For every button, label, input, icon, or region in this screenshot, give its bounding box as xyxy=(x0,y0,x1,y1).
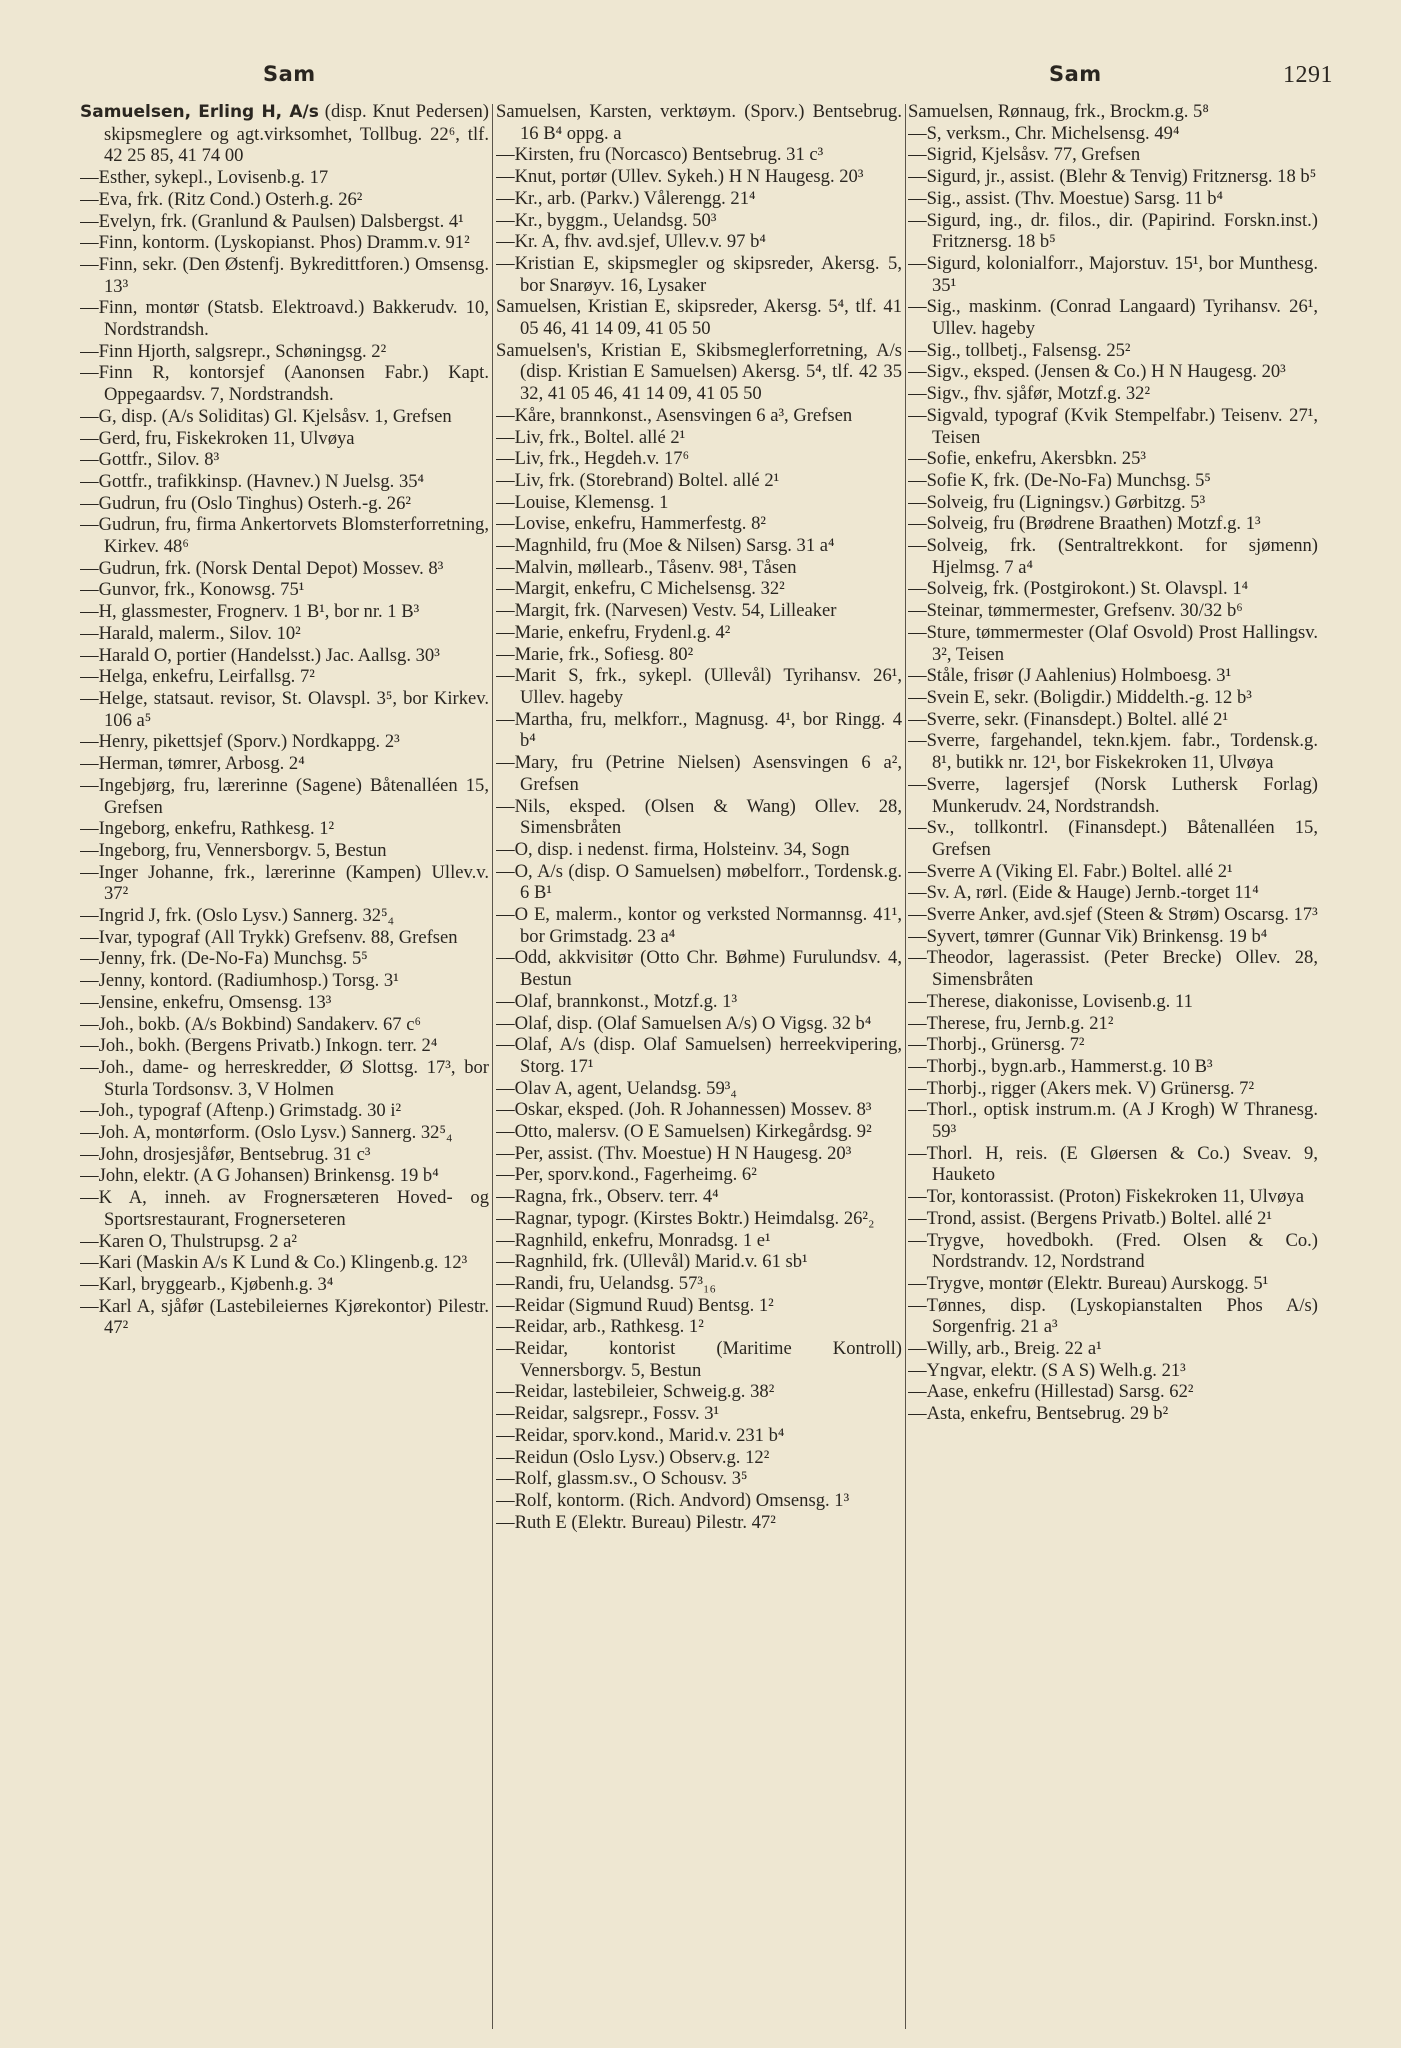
directory-entry xyxy=(908,1143,1318,1186)
entry-lead-name: Samuelsen, Erling H, A/s xyxy=(80,102,319,122)
entry-text: —Thorl. H, reis. (E Gløersen & Co.) Sveav. 9, Hauketo xyxy=(908,1142,1318,1186)
directory-entry xyxy=(496,427,902,449)
directory-entry xyxy=(80,471,489,493)
directory-entry xyxy=(908,578,1318,600)
directory-entry xyxy=(496,1381,902,1403)
directory-entry xyxy=(80,688,489,731)
entry-text: —Sture, tømmermester (Olaf Osvold) Prost Hallingsv. 3², Teisen xyxy=(908,621,1318,665)
directory-entry xyxy=(80,189,489,211)
directory-entry xyxy=(80,1231,489,1253)
directory-entry xyxy=(908,1295,1318,1338)
entry-text: —Ragnhild, frk. (Ullevål) Marid.v. 61 sb¹ xyxy=(496,1251,808,1273)
directory-entry xyxy=(496,709,902,752)
directory-entry xyxy=(908,1208,1318,1230)
entry-text: —Joh., typograf (Aftenp.) Grimstadg. 30 i² xyxy=(80,1100,402,1122)
entry-text: —Ingebjørg, fru, lærerinne (Sagene) Båtenalléen 15, Grefsen xyxy=(80,774,489,818)
directory-entry xyxy=(496,1425,902,1447)
entry-text: —Sv. A, rørl. (Eide & Hauge) Jernb.-torget 11⁴ xyxy=(908,882,1259,904)
entry-text: —Gerd, fru, Fiskekroken 11, Ulvøya xyxy=(80,427,355,449)
entry-text: —Liv, frk., Hegdeh.v. 17⁶ xyxy=(496,448,690,470)
directory-entry xyxy=(80,948,489,970)
entry-text: —Ragnar, typogr. (Kirstes Boktr.) Heimdalsg. 26²₂ xyxy=(496,1207,875,1229)
entry-text: —Nils, eksped. (Olsen & Wang) Ollev. 28, Simensbråten xyxy=(496,795,902,839)
entry-text: Samuelsen, Kristian E, skipsreder, Akersg. 5⁴, tlf. 41 05 46, 41 14 09, 41 05 50 xyxy=(496,296,902,340)
directory-entry xyxy=(496,1512,902,1534)
entry-text: —Sverre, lagersjef (Norsk Luthersk Forlag) Munkerudv. 24, Nordstrandsh. xyxy=(908,773,1318,817)
entry-text: —O, disp. i nedenst. firma, Holsteinv. 34, Sogn xyxy=(496,838,850,860)
directory-entry xyxy=(80,623,489,645)
directory-entry xyxy=(80,905,489,927)
entry-text: —John, drosjesjåfør, Bentsebrug. 31 c³ xyxy=(80,1143,371,1165)
directory-entry xyxy=(80,818,489,840)
entry-text: —Kari (Maskin A/s K Lund & Co.) Klingenb.g. 12³ xyxy=(80,1252,468,1274)
directory-entry xyxy=(496,796,902,839)
entry-text: —Louise, Klemensg. 1 xyxy=(496,491,669,513)
page-number: 1291 xyxy=(1283,62,1333,88)
entry-text: —Oskar, eksped. (Joh. R Johannessen) Mossev. 8³ xyxy=(496,1099,872,1121)
directory-entry xyxy=(908,188,1318,210)
directory-entry xyxy=(496,1251,902,1273)
entry-text: —Esther, sykepl., Lovisenb.g. 17 xyxy=(80,167,329,189)
entry-text: —Ingeborg, fru, Vennersborgv. 5, Bestun xyxy=(80,839,387,861)
directory-entry xyxy=(908,817,1318,860)
entry-text: —Ruth E (Elektr. Bureau) Pilestr. 47² xyxy=(496,1511,776,1533)
directory-entry xyxy=(908,622,1318,665)
entry-text: —Marit S, frk., sykepl. (Ullevål) Tyrihansv. 26¹, Ullev. hageby xyxy=(496,665,902,708)
entry-text: —Reidar, salgsrepr., Fossv. 3¹ xyxy=(496,1403,720,1425)
column-divider xyxy=(905,104,906,2029)
directory-entry xyxy=(496,296,902,339)
directory-entry xyxy=(496,1490,902,1512)
directory-entry xyxy=(496,513,902,535)
directory-entry xyxy=(80,840,489,862)
entry-text: —Sigrid, Kjelsåsv. 77, Grefsen xyxy=(908,144,1141,166)
entry-text: —Sig., assist. (Thv. Moestue) Sarsg. 11 b⁴ xyxy=(908,187,1223,209)
directory-entry xyxy=(80,558,489,580)
directory-entry xyxy=(496,600,902,622)
directory-entry xyxy=(908,1230,1318,1273)
entry-text: —Marie, frk., Sofiesg. 80² xyxy=(496,643,694,665)
entry-text: —Ragnhild, enkefru, Monradsg. 1 e¹ xyxy=(496,1229,771,1251)
entry-text: —Sverre, fargehandel, tekn.kjem. fabr., Tordensk.g. 8¹, butikk nr. 12¹, bor Fiskekroken 11, Ulvøya xyxy=(908,730,1318,774)
directory-entry xyxy=(80,992,489,1014)
directory-entry xyxy=(496,861,902,904)
header-right-guide-word: Sam xyxy=(1049,62,1102,86)
directory-entry xyxy=(496,1164,902,1186)
entry-text: —Sv., tollkontrl. (Finansdept.) Båtenalléen 15, Grefsen xyxy=(908,817,1318,860)
entry-text: —Gunvor, frk., Konowsg. 75¹ xyxy=(80,579,305,601)
entry-text: —Finn R, kontorsjef (Aanonsen Fabr.) Kapt. Oppegaardsv. 7, Nordstrandsh. xyxy=(80,362,489,406)
entry-text: —Sig., maskinm. (Conrad Langaard) Tyrihansv. 26¹, Ullev. hageby xyxy=(908,296,1318,340)
directory-entry xyxy=(908,144,1318,166)
entry-text: —Tor, kontorassist. (Proton) Fiskekroken 11, Ulvøya xyxy=(908,1186,1304,1208)
entry-text: —Theodor, lagerassist. (Peter Brecke) Ollev. 28, Simensbråten xyxy=(908,947,1318,991)
directory-entry xyxy=(80,406,489,428)
entry-text: —Reidar, kontorist (Maritime Kontroll) Vennersborgv. 5, Bestun xyxy=(496,1338,902,1381)
directory-entry xyxy=(908,1403,1318,1425)
entry-text: —Solveig, frk. (Sentraltrekkont. for sjømenn) Hjelmsg. 7 a⁴ xyxy=(908,535,1318,578)
entry-text: —Karl, bryggearb., Kjøbenh.g. 3⁴ xyxy=(80,1273,334,1295)
entry-text: —Finn, kontorm. (Lyskopianst. Phos) Dramm.v. 91² xyxy=(80,232,470,254)
directory-entry xyxy=(80,1144,489,1166)
directory-entry xyxy=(80,1165,489,1187)
directory-entry xyxy=(496,1186,902,1208)
entry-text: —Karen O, Thulstrupsg. 2 a² xyxy=(80,1230,297,1252)
directory-entry xyxy=(908,861,1318,883)
directory-entry xyxy=(908,709,1318,731)
directory-entry xyxy=(80,1100,489,1122)
directory-entry xyxy=(80,775,489,818)
entry-text: —Finn, montør (Statsb. Elektroavd.) Bakkerudv. 10, Nordstrandsh. xyxy=(80,297,489,341)
entry-text: —Reidar, sporv.kond., Marid.v. 231 b⁴ xyxy=(496,1424,785,1446)
entry-text: —H, glassmester, Frognerv. 1 B¹, bor nr. 1 B³ xyxy=(80,601,420,623)
entry-text: —Steinar, tømmermester, Grefsenv. 30/32 b⁶ xyxy=(908,600,1243,622)
directory-entry xyxy=(908,904,1318,926)
directory-entry xyxy=(908,1360,1318,1382)
entry-text: —Lovise, enkefru, Hammerfestg. 8² xyxy=(496,513,766,535)
directory-entry xyxy=(908,600,1318,622)
directory-entry xyxy=(80,232,489,254)
directory-entry xyxy=(908,947,1318,990)
directory-entry xyxy=(908,535,1318,578)
entry-text: —O E, malerm., kontor og verksted Normannsg. 41¹, bor Grimstadg. 23 a⁴ xyxy=(496,904,902,947)
directory-entry xyxy=(908,687,1318,709)
directory-entry xyxy=(908,405,1318,448)
directory-entry xyxy=(496,1121,902,1143)
directory-entry xyxy=(80,862,489,905)
entry-text: —Finn Hjorth, salgsrepr., Schøningsg. 2² xyxy=(80,340,387,362)
directory-entry xyxy=(496,991,902,1013)
directory-entry xyxy=(908,1381,1318,1403)
directory-entry xyxy=(80,1057,489,1100)
directory-entry xyxy=(908,101,1318,123)
directory-entry xyxy=(908,340,1318,362)
entry-text: —G, disp. (A/s Soliditas) Gl. Kjelsåsv. 1, Grefsen xyxy=(80,405,452,427)
directory-entry xyxy=(80,341,489,363)
entry-text: Samuelsen, Karsten, verktøym. (Sporv.) Bentsebrug. 16 B⁴ oppg. a xyxy=(496,101,902,144)
directory-entry xyxy=(496,1013,902,1035)
entry-text: —Rolf, glassm.sv., O Schousv. 3⁵ xyxy=(496,1468,748,1490)
entry-text: —Karl A, sjåfør (Lastebileiernes Kjørekontor) Pilestr. 47² xyxy=(80,1295,489,1339)
entry-text: —Thorl., optisk instrum.m. (A J Krogh) W Thranesg. 59³ xyxy=(908,1099,1318,1143)
entry-text: —Trygve, hovedbokh. (Fred. Olsen & Co.) Nordstrandv. 12, Nordstrand xyxy=(908,1229,1318,1273)
directory-entry xyxy=(80,1296,489,1339)
entry-text: —Therese, fru, Jernb.g. 21² xyxy=(908,1012,1114,1034)
column-2 xyxy=(496,101,902,2036)
directory-entry xyxy=(496,144,902,166)
directory-entry xyxy=(496,1208,902,1230)
entry-text: —Ivar, typograf (All Trykk) Grefsenv. 88, Grefsen xyxy=(80,926,458,948)
entry-text: —Helga, enkefru, Leirfallsg. 7² xyxy=(80,666,315,688)
directory-entry xyxy=(908,1034,1318,1056)
column-divider xyxy=(492,104,493,2029)
entry-text: —Solveig, frk. (Postgirokont.) St. Olavspl. 1⁴ xyxy=(908,578,1249,600)
entry-text: —Sigvald, typograf (Kvik Stempelfabr.) Teisenv. 27¹, Teisen xyxy=(908,404,1318,448)
directory-entry xyxy=(80,428,489,450)
entry-text: —Reidar, lastebileier, Schweig.g. 38² xyxy=(496,1381,775,1403)
entry-text: —Joh. A, montørform. (Oslo Lysv.) Sannerg. 32⁵₄ xyxy=(80,1122,453,1144)
entry-text: —Ragna, frk., Observ. terr. 4⁴ xyxy=(496,1186,719,1208)
entry-text: Samuelsen's, Kristian E, Skibsmeglerforretning, A/s (disp. Kristian E Samuelsen) Akersg. 5⁴, tlf. 42 35 32, 41 05 46, 41 14 09, 41 05 50 xyxy=(496,339,902,405)
directory-entry xyxy=(908,123,1318,145)
directory-entry xyxy=(80,101,489,167)
directory-entry xyxy=(80,645,489,667)
entry-text: —John, elektr. (A G Johansen) Brinkensg. 19 b⁴ xyxy=(80,1165,439,1187)
entry-text: —K A, inneh. av Frognersæteren Hoved- og Sportsrestaurant, Frognerseteren xyxy=(80,1187,489,1230)
directory-entry xyxy=(496,839,902,861)
directory-entry xyxy=(908,1056,1318,1078)
directory-entry xyxy=(80,753,489,775)
entry-text: —Otto, malersv. (O E Samuelsen) Kirkegårdsg. 9² xyxy=(496,1121,872,1143)
directory-entry xyxy=(908,774,1318,817)
entry-text: —Reidar, arb., Rathkesg. 1² xyxy=(496,1316,704,1338)
directory-entry xyxy=(908,1078,1318,1100)
directory-entry xyxy=(80,1187,489,1230)
directory-entry xyxy=(496,1078,902,1100)
directory-entry xyxy=(80,514,489,557)
entry-text: —Sig., tollbetj., Falsensg. 25² xyxy=(908,339,1131,361)
directory-entry xyxy=(496,752,902,795)
entry-text: —Sigv., fhv. sjåfør, Motzf.g. 32² xyxy=(908,383,1151,405)
entry-text: —Ståle, frisør (J Aahlenius) Holmboesg. 3¹ xyxy=(908,665,1232,687)
directory-entry xyxy=(80,1014,489,1036)
entry-text: —Gottfr., trafikkinsp. (Havnev.) N Juelsg. 35⁴ xyxy=(80,470,425,492)
directory-entry xyxy=(908,296,1318,339)
entry-text: —Randi, fru, Uelandsg. 57³₁₆ xyxy=(496,1272,716,1294)
directory-entry xyxy=(496,904,902,947)
directory-entry xyxy=(908,1338,1318,1360)
directory-entry xyxy=(496,405,902,427)
entry-text: —Odd, akkvisitør (Otto Chr. Bøhme) Furulundsv. 4, Bestun xyxy=(496,947,902,991)
directory-entry xyxy=(908,470,1318,492)
entry-text: —Evelyn, frk. (Granlund & Paulsen) Dalsbergst. 4¹ xyxy=(80,210,464,232)
directory-entry xyxy=(496,231,902,253)
entry-text: —Kåre, brannkonst., Asensvingen 6 a³, Grefsen xyxy=(496,404,853,426)
directory-entry xyxy=(496,340,902,405)
entry-text: —Olav A, agent, Uelandsg. 59³₄ xyxy=(496,1077,737,1099)
directory-entry xyxy=(496,1316,902,1338)
entry-text: —Gudrun, fru (Oslo Tinghus) Osterh.-g. 26² xyxy=(80,492,411,514)
entry-text: —Liv, frk., Boltel. allé 2¹ xyxy=(496,426,686,448)
directory-entry xyxy=(80,1274,489,1296)
entry-text: —Margit, enkefru, C Michelsensg. 32² xyxy=(496,578,785,600)
entry-text: —Sofie, enkefru, Akersbkn. 25³ xyxy=(908,448,1146,470)
directory-entry xyxy=(496,101,902,144)
entry-text: —Harald O, portier (Handelsst.) Jac. Aallsg. 30³ xyxy=(80,644,440,666)
entry-text: —Jenny, frk. (De-No-Fa) Munchsg. 5⁵ xyxy=(80,948,368,970)
directory-entry xyxy=(908,492,1318,514)
entry-text: —Ingeborg, enkefru, Rathkesg. 1² xyxy=(80,818,335,840)
entry-text: —Sigurd, kolonialforr., Majorstuv. 15¹, bor Munthesg. 35¹ xyxy=(908,252,1318,296)
entry-text: —Syvert, tømrer (Gunnar Vik) Brinkensg. 19 b⁴ xyxy=(908,925,1268,947)
header-left-guide-word: Sam xyxy=(263,62,316,86)
entry-text: —Per, assist. (Thv. Moestue) H N Haugesg. 20³ xyxy=(496,1142,852,1164)
directory-entry xyxy=(80,731,489,753)
entry-text: —Henry, pikettsjef (Sporv.) Nordkappg. 2³ xyxy=(80,731,400,753)
entry-text: —Margit, frk. (Narvesen) Vestv. 54, Lilleaker xyxy=(496,600,837,622)
directory-entry xyxy=(80,579,489,601)
entry-text: —Thorbj., bygn.arb., Hammerst.g. 10 B³ xyxy=(908,1055,1213,1077)
directory-entry xyxy=(80,362,489,405)
directory-entry xyxy=(496,1403,902,1425)
directory-entry xyxy=(908,513,1318,535)
entry-text: —Finn, sekr. (Den Østenfj. Bykredittforen.) Omsensg. 13³ xyxy=(80,253,489,297)
directory-entry xyxy=(80,1035,489,1057)
entry-text: —Helge, statsaut. revisor, St. Olavspl. 3⁵, bor Kirkev. 106 a⁵ xyxy=(80,687,489,731)
entry-text: —Svein E, sekr. (Boligdir.) Middelth.-g. 12 b³ xyxy=(908,686,1252,708)
directory-entry xyxy=(496,188,902,210)
directory-entry xyxy=(908,253,1318,296)
column-3 xyxy=(908,101,1318,2036)
directory-entry xyxy=(496,470,902,492)
entry-text: —Solveig, fru (Ligningsv.) Gørbitzg. 5³ xyxy=(908,491,1206,513)
directory-entry xyxy=(496,1295,902,1317)
entry-text: —Yngvar, elektr. (S A S) Welh.g. 21³ xyxy=(908,1359,1186,1381)
directory-entry xyxy=(496,644,902,666)
entry-text: —S, verksm., Chr. Michelsensg. 49⁴ xyxy=(908,122,1180,144)
entry-text: —Kr., arb. (Parkv.) Vålerengg. 21⁴ xyxy=(496,187,756,209)
entry-text: —Eva, frk. (Ritz Cond.) Osterh.g. 26² xyxy=(80,188,363,210)
entry-text: —Marie, enkefru, Frydenl.g. 4² xyxy=(496,621,731,643)
directory-entry xyxy=(496,578,902,600)
entry-text: —Harald, malerm., Silov. 10² xyxy=(80,622,301,644)
directory-entry xyxy=(80,666,489,688)
entry-text: (disp. Knut Pedersen) skipsmeglere og agt.virksomhet, Tollbug. 22⁶, tlf. 42 25 85, 41 74 00 xyxy=(104,101,489,167)
entry-text: —Kr., byggm., Uelandsg. 50³ xyxy=(496,209,717,231)
entry-text: —Joh., bokb. (A/s Bokbind) Sandakerv. 67 c⁶ xyxy=(80,1013,421,1035)
directory-entry xyxy=(496,1034,902,1077)
entry-text: —Thorbj., rigger (Akers mek. V) Grünersg. 7² xyxy=(908,1077,1255,1099)
directory-entry xyxy=(496,492,902,514)
entry-text: —Sigurd, ing., dr. filos., dir. (Papirind. Forskn.inst.) Fritznersg. 18 b⁵ xyxy=(908,209,1318,253)
directory-entry xyxy=(496,665,902,708)
directory-entry xyxy=(908,1099,1318,1142)
directory-entry xyxy=(496,1338,902,1381)
entry-text: —Olaf, A/s (disp. Olaf Samuelsen) herreekvipering, Storg. 17¹ xyxy=(496,1034,902,1077)
entry-text: —Sverre A (Viking El. Fabr.) Boltel. allé 2¹ xyxy=(908,860,1233,882)
directory-entry xyxy=(908,383,1318,405)
directory-entry xyxy=(908,926,1318,948)
entry-text: —Sigurd, jr., assist. (Blehr & Tenvig) Fritznersg. 18 b⁵ xyxy=(908,166,1317,188)
directory-entry xyxy=(80,211,489,233)
entry-text: —Herman, tømrer, Arbosg. 2⁴ xyxy=(80,753,305,775)
directory-entry xyxy=(80,927,489,949)
directory-entry xyxy=(908,882,1318,904)
entry-text: —Reidar (Sigmund Ruud) Bentsg. 1² xyxy=(496,1294,774,1316)
directory-entry xyxy=(80,167,489,189)
entry-text: —Olaf, brannkonst., Motzf.g. 1³ xyxy=(496,990,738,1012)
directory-entry xyxy=(496,166,902,188)
entry-text: —Joh., dame- og herreskredder, Ø Slottsg. 17³, bor Sturla Tordsonsv. 3, V Holmen xyxy=(80,1056,489,1100)
directory-entry xyxy=(80,254,489,297)
directory-entry xyxy=(908,730,1318,773)
directory-entry xyxy=(496,210,902,232)
directory-entry xyxy=(908,210,1318,253)
entry-text: —Liv, frk. (Storebrand) Boltel. allé 2¹ xyxy=(496,469,780,491)
directory-entry xyxy=(80,1122,489,1144)
entry-text: —Sverre Anker, avd.sjef (Steen & Strøm) Oscarsg. 17³ xyxy=(908,904,1318,926)
entry-text: —Rolf, kontorm. (Rich. Andvord) Omsensg. 1³ xyxy=(496,1490,850,1511)
entry-text: —Kr. A, fhv. avd.sjef, Ullev.v. 97 b⁴ xyxy=(496,231,766,253)
entry-text: Samuelsen, Rønnaug, frk., Brockm.g. 5⁸ xyxy=(908,101,1209,122)
entry-text: —Jensine, enkefru, Omsensg. 13³ xyxy=(80,991,332,1013)
entry-text: —Malvin, møllearb., Tåsenv. 98¹, Tåsen xyxy=(496,556,797,578)
entry-text: —Ingrid J, frk. (Oslo Lysv.) Sannerg. 32⁵₄ xyxy=(80,905,395,927)
directory-entry xyxy=(496,1099,902,1121)
directory-entry xyxy=(80,1252,489,1274)
entry-text: —Kristian E, skipsmegler og skipsreder, Akersg. 5, bor Snarøyv. 16, Lysaker xyxy=(496,252,902,296)
entry-text: —Martha, fru, melkforr., Magnusg. 4¹, bor Ringg. 4 b⁴ xyxy=(496,708,902,752)
directory-entry xyxy=(908,665,1318,687)
entry-text: —Gudrun, fru, firma Ankertorvets Blomsterforretning, Kirkev. 48⁶ xyxy=(80,514,489,558)
directory-entry xyxy=(496,253,902,296)
column-1 xyxy=(80,101,489,2036)
entry-text: —Mary, fru (Petrine Nielsen) Asensvingen 6 a², Grefsen xyxy=(496,752,902,795)
directory-entry xyxy=(908,361,1318,383)
directory-entry xyxy=(80,601,489,623)
directory-entry xyxy=(908,1186,1318,1208)
directory-entry xyxy=(80,297,489,340)
directory-entry xyxy=(496,557,902,579)
entry-text: —Magnhild, fru (Moe & Nilsen) Sarsg. 31 a⁴ xyxy=(496,535,835,557)
entry-text: —Reidun (Oslo Lysv.) Observ.g. 12² xyxy=(496,1446,770,1468)
directory-entry xyxy=(496,535,902,557)
entry-text: —Sverre, sekr. (Finansdept.) Boltel. allé 2¹ xyxy=(908,708,1229,730)
directory-entry xyxy=(496,947,902,990)
directory-entry xyxy=(496,1468,902,1490)
entry-text: —Solveig, fru (Brødrene Braathen) Motzf.g. 1³ xyxy=(908,513,1261,535)
entry-text: —Gottfr., Silov. 8³ xyxy=(80,449,220,471)
entry-text: —Inger Johanne, frk., lærerinne (Kampen) Ullev.v. 37² xyxy=(80,861,489,905)
directory-entry xyxy=(80,449,489,471)
entry-text: —Knut, portør (Ullev. Sykeh.) H N Haugesg. 20³ xyxy=(496,166,864,188)
entry-text: —Sigv., eksped. (Jensen & Co.) H N Haugesg. 20³ xyxy=(908,361,1286,383)
entry-text: —Tønnes, disp. (Lyskopianstalten Phos A/s) Sorgenfrig. 21 a³ xyxy=(908,1294,1318,1338)
directory-entry xyxy=(80,493,489,515)
entry-text: —Joh., bokh. (Bergens Privatb.) Inkogn. terr. 2⁴ xyxy=(80,1035,438,1057)
entry-text: —Trond, assist. (Bergens Privatb.) Boltel. allé 2¹ xyxy=(908,1207,1273,1229)
directory-entry xyxy=(496,1447,902,1469)
page-header xyxy=(0,62,1401,92)
entry-text: —Gudrun, frk. (Norsk Dental Depot) Mossev. 8³ xyxy=(80,557,444,579)
directory-entry xyxy=(908,448,1318,470)
directory-entry xyxy=(80,970,489,992)
entry-text: —Asta, enkefru, Bentsebrug. 29 b² xyxy=(908,1403,1169,1425)
directory-entry xyxy=(496,1230,902,1252)
entry-text: —Sofie K, frk. (De-No-Fa) Munchsg. 5⁵ xyxy=(908,469,1211,491)
entry-text: —Kirsten, fru (Norcasco) Bentsebrug. 31 c³ xyxy=(496,144,824,166)
entry-text: —Aase, enkefru (Hillestad) Sarsg. 62² xyxy=(908,1381,1194,1403)
entry-text: —Willy, arb., Breig. 22 a¹ xyxy=(908,1338,1102,1360)
entry-text: —Jenny, kontord. (Radiumhosp.) Torsg. 3¹ xyxy=(80,970,399,992)
directory-entry xyxy=(496,1273,902,1295)
directory-entry xyxy=(908,166,1318,188)
entry-text: —Trygve, montør (Elektr. Bureau) Aurskogg. 5¹ xyxy=(908,1272,1269,1294)
directory-entry xyxy=(908,991,1318,1013)
directory-entry xyxy=(908,1013,1318,1035)
directory-entry xyxy=(908,1273,1318,1295)
entry-text: —Olaf, disp. (Olaf Samuelsen A/s) O Vigsg. 32 b⁴ xyxy=(496,1012,872,1034)
entry-text: —Thorbj., Grünersg. 7² xyxy=(908,1034,1085,1056)
directory-entry xyxy=(496,1143,902,1165)
entry-text: —Therese, diakonisse, Lovisenb.g. 11 xyxy=(908,990,1193,1012)
directory-entry xyxy=(496,448,902,470)
directory-entry xyxy=(496,622,902,644)
entry-text: —O, A/s (disp. O Samuelsen) møbelforr., Tordensk.g. 6 B¹ xyxy=(496,860,902,904)
entry-text: —Per, sporv.kond., Fagerheimg. 6² xyxy=(496,1164,757,1186)
